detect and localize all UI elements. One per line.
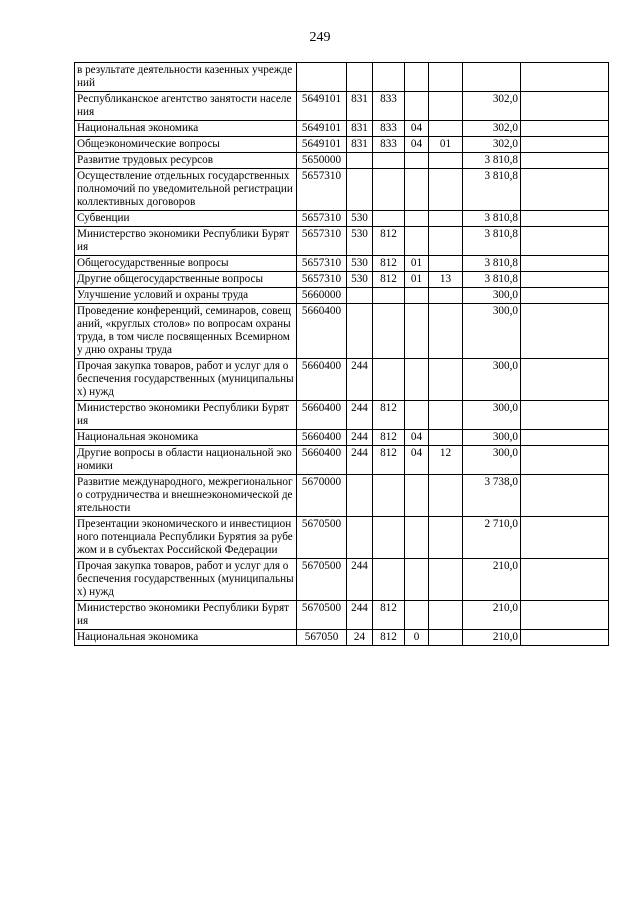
row-csr-cell: 5660400	[297, 304, 347, 359]
row-rz-cell	[405, 92, 429, 121]
table-row	[75, 169, 609, 211]
row-grbs-cell: 833	[373, 137, 405, 153]
row-rz-cell	[405, 288, 429, 304]
row-name-cell: Презентации экономического и инвестиционного потенциала Республики Бурятия за рубежом и в субъектах Российской Федерации	[75, 517, 297, 559]
row-sum-cell: 300,0	[463, 359, 521, 401]
row-empty-cell	[521, 169, 609, 211]
row-empty-cell	[521, 227, 609, 256]
row-grbs-cell	[373, 517, 405, 559]
row-csr-cell: 5670000	[297, 475, 347, 517]
row-rz-cell: 04	[405, 446, 429, 475]
table-row	[75, 63, 609, 92]
row-vr-cell	[347, 63, 373, 92]
row-vr-cell: 244	[347, 359, 373, 401]
row-empty-cell	[521, 92, 609, 121]
row-pr-cell	[429, 359, 463, 401]
row-grbs-cell	[373, 359, 405, 401]
row-csr-cell: 5657310	[297, 227, 347, 256]
row-csr-cell: 5657310	[297, 211, 347, 227]
row-vr-cell: 244	[347, 601, 373, 630]
budget-table	[74, 62, 609, 646]
row-rz-cell: 04	[405, 430, 429, 446]
row-csr-cell: 567050	[297, 630, 347, 646]
row-vr-cell: 530	[347, 272, 373, 288]
row-sum-cell: 3 810,8	[463, 227, 521, 256]
row-csr-cell: 5649101	[297, 137, 347, 153]
row-name-cell: Проведение конференций, семинаров, совещаний, «круглых столов» по вопросам охраны труда, в том числе посвященных Всемирному дню охраны труда	[75, 304, 297, 359]
row-grbs-cell	[373, 559, 405, 601]
row-vr-cell: 244	[347, 559, 373, 601]
row-sum-cell: 302,0	[463, 137, 521, 153]
row-vr-cell: 244	[347, 401, 373, 430]
row-vr-cell: 530	[347, 227, 373, 256]
row-empty-cell	[521, 63, 609, 92]
row-sum-cell: 3 810,8	[463, 272, 521, 288]
table-row	[75, 601, 609, 630]
row-pr-cell	[429, 401, 463, 430]
row-pr-cell	[429, 630, 463, 646]
row-empty-cell	[521, 446, 609, 475]
table-row	[75, 153, 609, 169]
row-name-cell: Субвенции	[75, 211, 297, 227]
row-csr-cell: 5649101	[297, 121, 347, 137]
row-sum-cell: 210,0	[463, 630, 521, 646]
row-rz-cell	[405, 517, 429, 559]
row-pr-cell: 12	[429, 446, 463, 475]
row-rz-cell	[405, 359, 429, 401]
row-empty-cell	[521, 272, 609, 288]
table-row	[75, 272, 609, 288]
row-csr-cell: 5660400	[297, 446, 347, 475]
row-sum-cell: 302,0	[463, 92, 521, 121]
row-sum-cell: 3 810,8	[463, 169, 521, 211]
row-rz-cell	[405, 401, 429, 430]
row-grbs-cell: 833	[373, 92, 405, 121]
row-name-cell: Министерство экономики Республики Бурятия	[75, 601, 297, 630]
row-vr-cell	[347, 304, 373, 359]
row-grbs-cell: 833	[373, 121, 405, 137]
row-sum-cell: 300,0	[463, 288, 521, 304]
row-vr-cell: 831	[347, 137, 373, 153]
row-csr-cell: 5670500	[297, 559, 347, 601]
row-csr-cell: 5660400	[297, 401, 347, 430]
row-name-cell: Общеэкономические вопросы	[75, 137, 297, 153]
row-csr-cell: 5657310	[297, 256, 347, 272]
row-vr-cell	[347, 169, 373, 211]
row-name-cell: Министерство экономики Республики Бурятия	[75, 401, 297, 430]
row-vr-cell	[347, 517, 373, 559]
row-empty-cell	[521, 601, 609, 630]
row-csr-cell: 5649101	[297, 92, 347, 121]
row-grbs-cell: 812	[373, 446, 405, 475]
row-empty-cell	[521, 121, 609, 137]
row-vr-cell: 244	[347, 430, 373, 446]
row-empty-cell	[521, 559, 609, 601]
row-rz-cell: 04	[405, 137, 429, 153]
row-csr-cell: 5670500	[297, 601, 347, 630]
row-sum-cell: 3 810,8	[463, 211, 521, 227]
row-name-cell: Республиканское агентство занятости населения	[75, 92, 297, 121]
table-row	[75, 430, 609, 446]
table-row	[75, 359, 609, 401]
row-csr-cell	[297, 63, 347, 92]
row-name-cell: Осуществление отдельных государственных полномочий по уведомительной регистрации коллективных договоров	[75, 169, 297, 211]
row-rz-cell	[405, 559, 429, 601]
row-sum-cell: 3 810,8	[463, 256, 521, 272]
row-grbs-cell	[373, 475, 405, 517]
row-pr-cell	[429, 121, 463, 137]
row-vr-cell: 244	[347, 446, 373, 475]
row-grbs-cell: 812	[373, 401, 405, 430]
row-pr-cell	[429, 559, 463, 601]
row-pr-cell	[429, 601, 463, 630]
row-grbs-cell: 812	[373, 601, 405, 630]
row-sum-cell: 2 710,0	[463, 517, 521, 559]
row-vr-cell	[347, 475, 373, 517]
row-csr-cell: 5660000	[297, 288, 347, 304]
row-name-cell: Развитие трудовых ресурсов	[75, 153, 297, 169]
row-pr-cell	[429, 153, 463, 169]
row-vr-cell	[347, 153, 373, 169]
table-row	[75, 446, 609, 475]
row-empty-cell	[521, 211, 609, 227]
row-sum-cell: 300,0	[463, 430, 521, 446]
page-number: 249	[309, 30, 331, 45]
table-row	[75, 304, 609, 359]
row-name-cell: Национальная экономика	[75, 630, 297, 646]
row-csr-cell: 5657310	[297, 169, 347, 211]
row-grbs-cell	[373, 304, 405, 359]
row-rz-cell	[405, 475, 429, 517]
table-row	[75, 121, 609, 137]
row-vr-cell: 24	[347, 630, 373, 646]
row-rz-cell	[405, 227, 429, 256]
row-sum-cell: 300,0	[463, 401, 521, 430]
row-rz-cell: 0	[405, 630, 429, 646]
row-empty-cell	[521, 359, 609, 401]
row-grbs-cell	[373, 169, 405, 211]
row-rz-cell	[405, 304, 429, 359]
row-pr-cell	[429, 63, 463, 92]
row-rz-cell	[405, 169, 429, 211]
row-name-cell: Прочая закупка товаров, работ и услуг для обеспечения государственных (муниципальных) нужд	[75, 359, 297, 401]
row-empty-cell	[521, 137, 609, 153]
row-sum-cell: 3 810,8	[463, 153, 521, 169]
row-vr-cell	[347, 288, 373, 304]
row-pr-cell	[429, 304, 463, 359]
row-rz-cell	[405, 153, 429, 169]
row-pr-cell	[429, 256, 463, 272]
row-vr-cell: 530	[347, 256, 373, 272]
table-row	[75, 256, 609, 272]
row-sum-cell: 210,0	[463, 601, 521, 630]
table-row	[75, 211, 609, 227]
row-rz-cell: 04	[405, 121, 429, 137]
row-csr-cell: 5657310	[297, 272, 347, 288]
row-sum-cell: 3 738,0	[463, 475, 521, 517]
row-csr-cell: 5660400	[297, 359, 347, 401]
row-empty-cell	[521, 304, 609, 359]
row-name-cell: Другие общегосударственные вопросы	[75, 272, 297, 288]
row-rz-cell: 01	[405, 256, 429, 272]
row-rz-cell	[405, 211, 429, 227]
row-grbs-cell	[373, 63, 405, 92]
row-sum-cell	[463, 63, 521, 92]
row-pr-cell: 01	[429, 137, 463, 153]
row-pr-cell	[429, 169, 463, 211]
row-pr-cell	[429, 211, 463, 227]
row-rz-cell	[405, 601, 429, 630]
row-sum-cell: 210,0	[463, 559, 521, 601]
row-sum-cell: 302,0	[463, 121, 521, 137]
row-csr-cell: 5650000	[297, 153, 347, 169]
table-row	[75, 559, 609, 601]
table-row	[75, 475, 609, 517]
row-empty-cell	[521, 517, 609, 559]
row-rz-cell: 01	[405, 272, 429, 288]
row-empty-cell	[521, 401, 609, 430]
row-name-cell: Министерство экономики Республики Бурятия	[75, 227, 297, 256]
row-rz-cell	[405, 63, 429, 92]
row-pr-cell	[429, 288, 463, 304]
row-empty-cell	[521, 630, 609, 646]
row-name-cell: Развитие международного, межрегионального сотрудничества и внешнеэкономической деятельности	[75, 475, 297, 517]
row-grbs-cell: 812	[373, 227, 405, 256]
table-row	[75, 137, 609, 153]
row-name-cell: Общегосударственные вопросы	[75, 256, 297, 272]
row-grbs-cell: 812	[373, 256, 405, 272]
row-vr-cell: 831	[347, 121, 373, 137]
row-name-cell: Прочая закупка товаров, работ и услуг для обеспечения государственных (муниципальных) нужд	[75, 559, 297, 601]
row-empty-cell	[521, 475, 609, 517]
row-pr-cell	[429, 475, 463, 517]
table-row	[75, 517, 609, 559]
row-grbs-cell: 812	[373, 630, 405, 646]
row-csr-cell: 5660400	[297, 430, 347, 446]
row-empty-cell	[521, 288, 609, 304]
row-name-cell: Улучшение условий и охраны труда	[75, 288, 297, 304]
row-grbs-cell: 812	[373, 272, 405, 288]
table-row	[75, 227, 609, 256]
row-empty-cell	[521, 430, 609, 446]
row-name-cell: Национальная экономика	[75, 121, 297, 137]
row-grbs-cell	[373, 288, 405, 304]
row-grbs-cell: 812	[373, 430, 405, 446]
row-empty-cell	[521, 256, 609, 272]
row-vr-cell: 530	[347, 211, 373, 227]
row-name-cell: Национальная экономика	[75, 430, 297, 446]
row-name-cell: Другие вопросы в области национальной экономики	[75, 446, 297, 475]
row-sum-cell: 300,0	[463, 304, 521, 359]
table-row	[75, 288, 609, 304]
row-grbs-cell	[373, 153, 405, 169]
table-body	[75, 63, 609, 646]
row-sum-cell: 300,0	[463, 446, 521, 475]
table-row	[75, 401, 609, 430]
row-pr-cell	[429, 227, 463, 256]
row-name-cell: в результате деятельности казенных учреждений	[75, 63, 297, 92]
row-pr-cell	[429, 430, 463, 446]
row-pr-cell	[429, 92, 463, 121]
row-grbs-cell	[373, 211, 405, 227]
row-pr-cell: 13	[429, 272, 463, 288]
table-row	[75, 630, 609, 646]
row-vr-cell: 831	[347, 92, 373, 121]
row-csr-cell: 5670500	[297, 517, 347, 559]
table-row	[75, 92, 609, 121]
row-empty-cell	[521, 153, 609, 169]
row-pr-cell	[429, 517, 463, 559]
